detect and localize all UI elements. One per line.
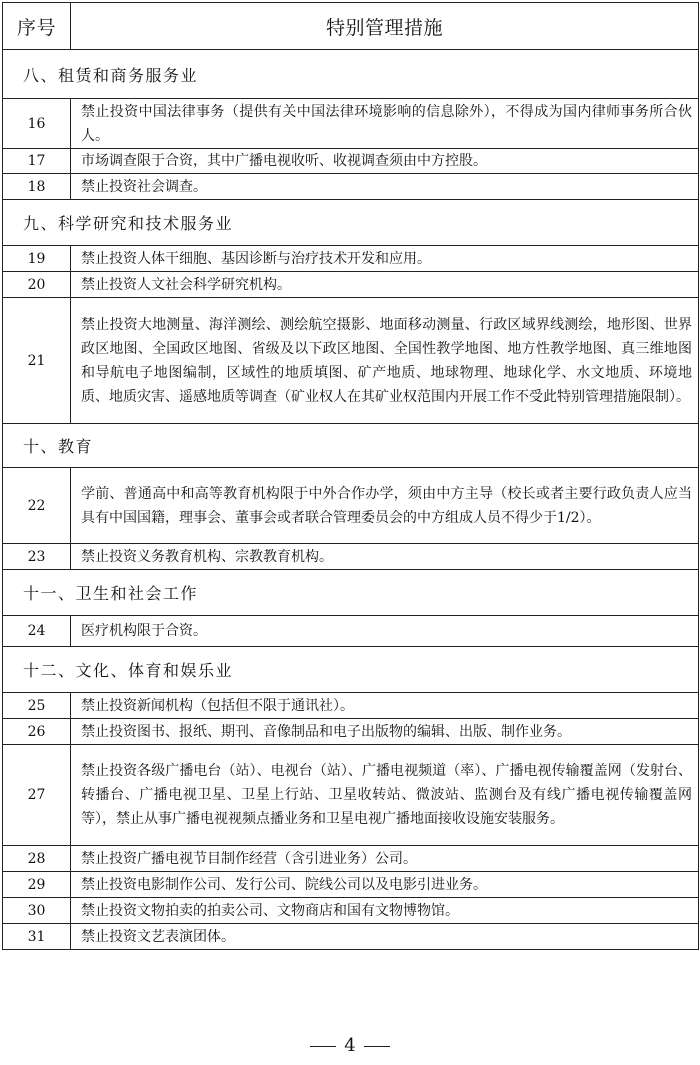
measure-text: 禁止投资广播电视节目制作经营（含引进业务）公司。 <box>71 846 699 872</box>
row-number: 24 <box>3 616 71 647</box>
row-number: 17 <box>3 149 71 174</box>
table-row <box>3 272 699 298</box>
table-row <box>3 924 699 950</box>
table-row <box>3 616 699 647</box>
measure-text: 禁止投资电影制作公司、发行公司、院线公司以及电影引进业务。 <box>71 872 699 898</box>
section-row <box>3 570 699 616</box>
measure-text: 禁止投资社会调查。 <box>71 174 699 200</box>
section-title: 十二、文化、体育和娱乐业 <box>3 647 699 693</box>
row-number: 20 <box>3 272 71 298</box>
measure-text: 禁止投资人文社会科学研究机构。 <box>71 272 699 298</box>
table-row <box>3 898 699 924</box>
row-number: 25 <box>3 693 71 719</box>
table-row <box>3 872 699 898</box>
row-number: 31 <box>3 924 71 950</box>
table-row <box>3 846 699 872</box>
section-row <box>3 647 699 693</box>
measure-text: 禁止投资文物拍卖的拍卖公司、文物商店和国有文物博物馆。 <box>71 898 699 924</box>
row-number: 18 <box>3 174 71 200</box>
table-row <box>3 149 699 174</box>
measure-text: 禁止投资各级广播电台（站）、电视台（站）、广播电视频道（率）、广播电视传输覆盖网（发射台、转播台、广播电视卫星、卫星上行站、卫星收转站、微波站、监测台及有线广播电视传输覆盖网等），禁止从事广播电视视频点播业务和卫星电视广播地面接收设施安装服务。 <box>71 745 699 846</box>
measure-text: 学前、普通高中和高等教育机构限于中外合作办学，须由中方主导（校长或者主要行政负责人应当具有中国国籍，理事会、董事会或者联合管理委员会的中方组成人员不得少于1/2）。 <box>71 468 699 544</box>
section-title: 八、租赁和商务服务业 <box>3 50 699 99</box>
table-row <box>3 174 699 200</box>
measure-text: 医疗机构限于合资。 <box>71 616 699 647</box>
measure-text: 禁止投资中国法律事务（提供有关中国法律环境影响的信息除外），不得成为国内律师事务所合伙人。 <box>71 99 699 149</box>
section-title: 十、教育 <box>3 424 699 468</box>
measure-text: 禁止投资图书、报纸、期刊、音像制品和电子出版物的编辑、出版、制作业务。 <box>71 719 699 745</box>
row-number: 21 <box>3 298 71 424</box>
footer-dash-right <box>364 1046 390 1047</box>
section-row <box>3 50 699 99</box>
table-row <box>3 544 699 570</box>
row-number: 19 <box>3 246 71 272</box>
table-row <box>3 693 699 719</box>
row-number: 28 <box>3 846 71 872</box>
measure-text: 禁止投资文艺表演团体。 <box>71 924 699 950</box>
measure-text: 禁止投资大地测量、海洋测绘、测绘航空摄影、地面移动测量、行政区域界线测绘，地形图、世界政区地图、全国政区地图、省级及以下政区地图、全国性教学地图、地方性教学地图、真三维地图和导航电子地图编制，区域性的地质填图、矿产地质、地球物理、地球化学、水文地质、环境地质、地质灾害、遥感地质等调查（矿业权人在其矿业权范围内开展工作不受此特别管理措施限制）。 <box>71 298 699 424</box>
page-footer <box>0 1035 700 1056</box>
page-number: 4 <box>344 1035 356 1056</box>
measure-text: 禁止投资人体干细胞、基因诊断与治疗技术开发和应用。 <box>71 246 699 272</box>
table-row <box>3 298 699 424</box>
section-row <box>3 424 699 468</box>
table-row <box>3 719 699 745</box>
row-number: 22 <box>3 468 71 544</box>
measure-text: 禁止投资新闻机构（包括但不限于通讯社）。 <box>71 693 699 719</box>
measure-text: 禁止投资义务教育机构、宗教教育机构。 <box>71 544 699 570</box>
column-header-measure: 特别管理措施 <box>71 3 699 50</box>
row-number: 23 <box>3 544 71 570</box>
table-row <box>3 99 699 149</box>
section-row <box>3 200 699 246</box>
column-header-number: 序号 <box>3 3 71 50</box>
row-number: 16 <box>3 99 71 149</box>
footer-dash-left <box>310 1046 336 1047</box>
table-header-row <box>3 3 699 50</box>
row-number: 27 <box>3 745 71 846</box>
table-row <box>3 468 699 544</box>
row-number: 29 <box>3 872 71 898</box>
table-row <box>3 246 699 272</box>
row-number: 30 <box>3 898 71 924</box>
section-title: 九、科学研究和技术服务业 <box>3 200 699 246</box>
measures-table <box>2 2 699 950</box>
row-number: 26 <box>3 719 71 745</box>
section-title: 十一、卫生和社会工作 <box>3 570 699 616</box>
table-row <box>3 745 699 846</box>
measure-text: 市场调查限于合资，其中广播电视收听、收视调查须由中方控股。 <box>71 149 699 174</box>
